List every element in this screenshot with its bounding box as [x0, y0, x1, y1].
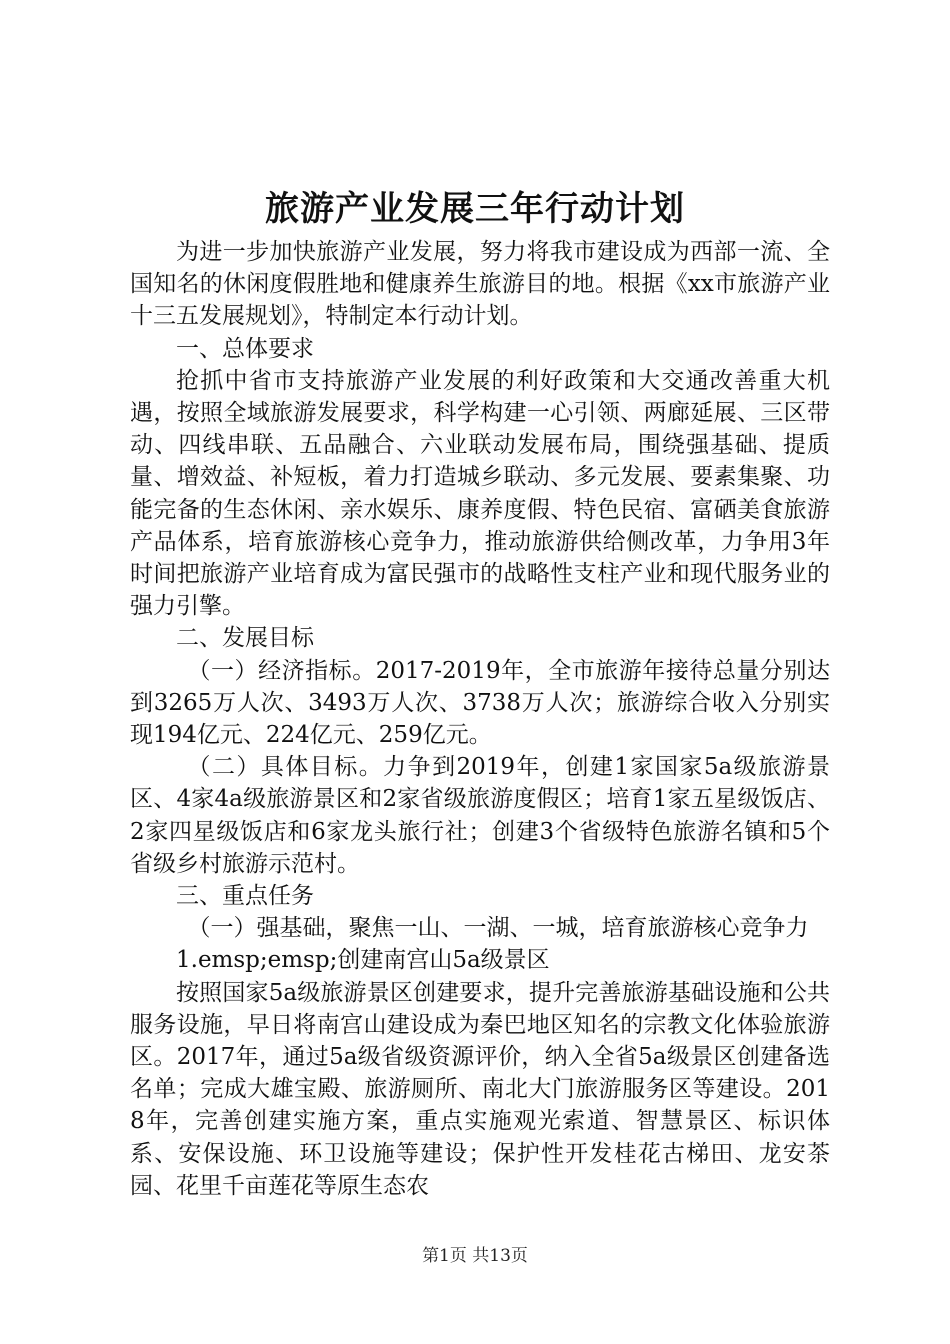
economic-indicators-paragraph: （一）经济指标。2017-2019年，全市旅游年接待总量分别达到3265万人次、3493万人次、3738万人次；旅游综合收入分别实现194亿元、224亿元、259亿元。: [130, 657, 830, 749]
document-title: 旅游产业发展三年行动计划: [265, 189, 685, 229]
subsection-heading-strengthen-foundation: （一）强基础，聚焦一山、一湖、一城，培育旅游核心竞争力: [187, 915, 809, 942]
specific-goals-paragraph: （二）具体目标。力争到2019年，创建1家国家5a级旅游景区、4家4a级旅游景区和2家省级旅游度假区；培育1家五星级饭店、2家四星级饭店和6家龙头旅行社；创建3个省级特色旅游名镇和5个省级乡村旅游示范村。: [130, 754, 830, 877]
nangongshan-paragraph: 按照国家5a级旅游景区创建要求，提升完善旅游基础设施和公共服务设施，早日将南宫山建设成为秦巴地区知名的宗教文化体验旅游区。2017年，通过5a级省级资源评价，纳入全省5a级景区创建备选名单；完成大雄宝殿、旅游厕所、南北大门旅游服务区等建设。2018年，完善创建实施方案，重点实施观光索道、智慧景区、标识体系、安保设施、环卫设施等建设；保护性开发桂花古梯田、龙安茶园、花里千亩莲花等原生态农: [130, 979, 830, 1199]
page-footer: 第1页 共13页: [422, 1246, 528, 1266]
section-heading-development-goals: 二、发展目标: [176, 625, 314, 652]
document-body: [130, 236, 830, 1202]
section-heading-general-requirements: 一、总体要求: [176, 335, 314, 362]
item-heading-nangongshan: 1.emsp;emsp;创建南宫山5a级景区: [176, 947, 550, 974]
general-requirements-paragraph: 抢抓中省市支持旅游产业发展的利好政策和大交通改善重大机遇，按照全域旅游发展要求，科学构建一心引领、两廊延展、三区带动、四线串联、五品融合、六业联动发展布局，围绕强基础、提质量、增效益、补短板，着力打造城乡联动、多元发展、要素集聚、功能完备的生态休闲、亲水娱乐、康养度假、特色民宿、富硒美食旅游产品体系，培育旅游核心竞争力，推动旅游供给侧改革，力争用3年时间把旅游产业培育成为富民强市的战略性支柱产业和现代服务业的强力引擎。: [130, 367, 830, 620]
intro-paragraph: 为进一步加快旅游产业发展，努力将我市建设成为西部一流、全国知名的休闲度假胜地和健康养生旅游目的地。根据《xx市旅游产业十三五发展规划》，特制定本行动计划。: [130, 239, 830, 330]
section-heading-key-tasks: 三、重点任务: [176, 883, 314, 910]
